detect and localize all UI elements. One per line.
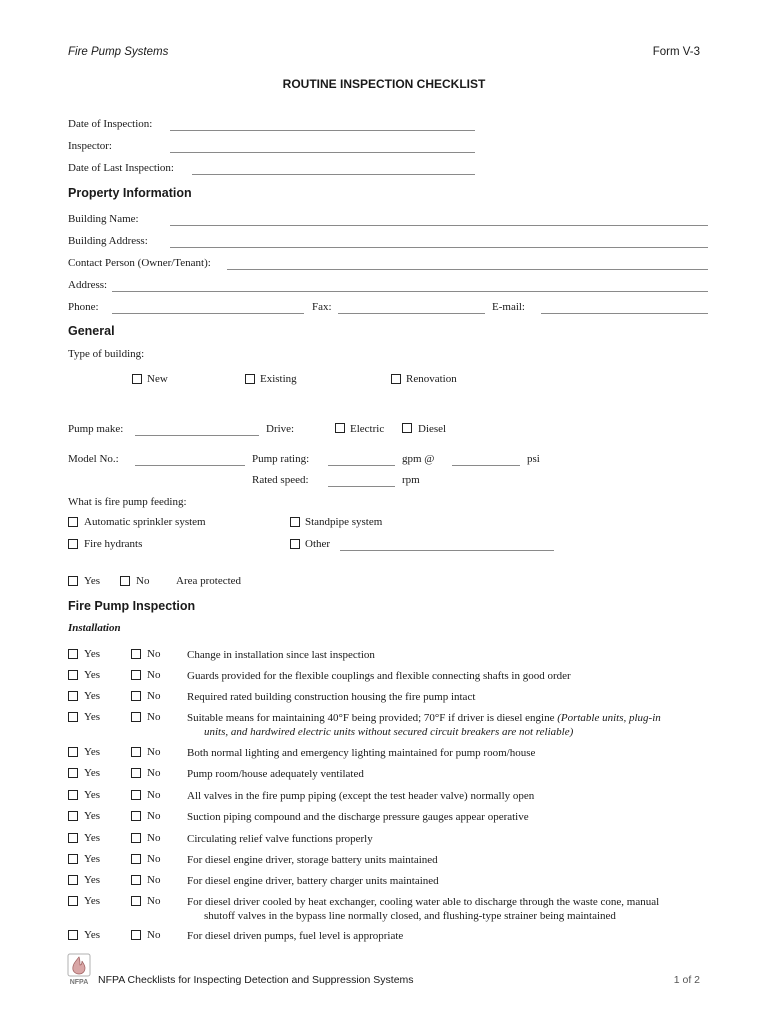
item-yes-checkbox[interactable] — [68, 833, 78, 843]
fire-pump-inspection-heading: Fire Pump Inspection — [68, 599, 196, 613]
item-yes-checkbox[interactable] — [68, 768, 78, 778]
item-no-label: No — [147, 789, 161, 801]
item-yes-checkbox[interactable] — [68, 811, 78, 821]
rated-speed-label: Rated speed: — [252, 474, 309, 486]
pump-rating-label: Pump rating: — [252, 453, 310, 465]
type-new-checkbox[interactable] — [132, 374, 142, 384]
item-yes-label: Yes — [84, 895, 101, 907]
item-yes-label: Yes — [84, 929, 101, 941]
checklist-item-main: Suction piping compound and the discharge pressure gauges appear operative — [187, 811, 529, 823]
item-no-checkbox[interactable] — [131, 833, 141, 843]
area-no-checkbox[interactable] — [120, 576, 130, 586]
document-header-left: Fire Pump Systems — [68, 46, 169, 58]
checklist-item-main: Circulating relief valve functions properly — [187, 833, 373, 845]
fax-field[interactable] — [338, 313, 485, 314]
checklist-item-text — [187, 767, 687, 781]
item-yes-label: Yes — [84, 853, 101, 865]
phone-label: Phone: — [68, 301, 99, 313]
contact-person-field[interactable] — [227, 269, 708, 270]
item-no-label: No — [147, 810, 161, 822]
item-yes-label: Yes — [84, 690, 101, 702]
checklist-item-continuation: units, and hardwired electric units without secured circuit breakers are not reliable) — [204, 726, 574, 738]
property-information-heading: Property Information — [68, 186, 192, 200]
checklist-item-text — [187, 929, 687, 943]
date-of-last-inspection-label: Date of Last Inspection: — [68, 162, 174, 174]
item-no-checkbox[interactable] — [131, 649, 141, 659]
general-heading: General — [68, 324, 115, 338]
drive-electric-checkbox[interactable] — [335, 423, 345, 433]
item-no-label: No — [147, 853, 161, 865]
item-yes-checkbox[interactable] — [68, 649, 78, 659]
item-no-checkbox[interactable] — [131, 930, 141, 940]
item-yes-checkbox[interactable] — [68, 790, 78, 800]
drive-diesel-checkbox[interactable] — [402, 423, 412, 433]
standpipe-label: Standpipe system — [305, 516, 383, 528]
fax-label: Fax: — [312, 301, 332, 313]
item-yes-label: Yes — [84, 711, 101, 723]
item-no-checkbox[interactable] — [131, 875, 141, 885]
item-no-label: No — [147, 895, 161, 907]
fire-pump-feeding-label: What is fire pump feeding: — [68, 496, 187, 508]
building-address-label: Building Address: — [68, 235, 148, 247]
checklist-item-main: Pump room/house adequately ventilated — [187, 768, 364, 780]
checklist-item-text — [187, 711, 687, 739]
checklist-item-text — [187, 690, 687, 704]
type-existing-label: Existing — [260, 373, 297, 385]
item-yes-checkbox[interactable] — [68, 747, 78, 757]
type-existing-checkbox[interactable] — [245, 374, 255, 384]
checklist-item-text — [187, 810, 687, 824]
model-no-field[interactable] — [135, 465, 245, 466]
item-yes-checkbox[interactable] — [68, 930, 78, 940]
checklist-item-text — [187, 895, 687, 923]
item-yes-label: Yes — [84, 874, 101, 886]
item-yes-label: Yes — [84, 789, 101, 801]
item-yes-checkbox[interactable] — [68, 712, 78, 722]
type-new-label: New — [147, 373, 168, 385]
fire-hydrants-checkbox[interactable] — [68, 539, 78, 549]
automatic-sprinkler-checkbox[interactable] — [68, 517, 78, 527]
item-yes-checkbox[interactable] — [68, 670, 78, 680]
email-field[interactable] — [541, 313, 708, 314]
building-address-field[interactable] — [170, 247, 708, 248]
checklist-item-main: Required rated building construction housing the fire pump intact — [187, 691, 476, 703]
other-field[interactable] — [340, 550, 554, 551]
checklist-item-text — [187, 853, 687, 867]
other-label: Other — [305, 538, 331, 550]
item-yes-label: Yes — [84, 832, 101, 844]
gpm-label: gpm @ — [402, 453, 435, 465]
item-yes-label: Yes — [84, 746, 101, 758]
other-checkbox[interactable] — [290, 539, 300, 549]
inspector-field[interactable] — [170, 152, 475, 153]
checklist-item-note: (Portable units, plug-in — [557, 712, 661, 724]
checklist-item-text — [187, 669, 687, 683]
item-no-checkbox[interactable] — [131, 811, 141, 821]
pump-make-label: Pump make: — [68, 423, 124, 435]
date-of-inspection-label: Date of Inspection: — [68, 118, 153, 130]
item-no-label: No — [147, 874, 161, 886]
item-no-checkbox[interactable] — [131, 790, 141, 800]
item-no-checkbox[interactable] — [131, 896, 141, 906]
svg-text:NFPA: NFPA — [69, 979, 89, 985]
pump-make-field[interactable] — [135, 435, 259, 436]
item-no-label: No — [147, 690, 161, 702]
drive-diesel-label: Diesel — [418, 423, 447, 435]
item-yes-label: Yes — [84, 648, 101, 660]
type-renovation-checkbox[interactable] — [391, 374, 401, 384]
model-no-label: Model No.: — [68, 453, 119, 465]
checklist-item-continuation: shutoff valves in the bypass line normally closed, and flushing-type strainer being maintained — [204, 910, 616, 922]
rpm-label: rpm — [402, 474, 420, 486]
checklist-item-main: For diesel driven pumps, fuel level is appropriate — [187, 930, 404, 942]
checklist-item-main: Both normal lighting and emergency lighting maintained for pump room/house — [187, 747, 536, 759]
date-of-last-inspection-field[interactable] — [192, 174, 475, 175]
checklist-item-text — [187, 832, 687, 846]
rated-speed-field[interactable] — [328, 486, 395, 487]
item-no-checkbox[interactable] — [131, 712, 141, 722]
checklist-item-main: Change in installation since last inspection — [187, 649, 375, 661]
item-no-label: No — [147, 832, 161, 844]
checklist-item-main: For diesel driver cooled by heat exchanger, cooling water able to discharge through the waste cone, manual — [187, 896, 660, 908]
item-yes-label: Yes — [84, 669, 101, 681]
footer-text: NFPA Checklists for Inspecting Detection and Suppression Systems — [98, 974, 414, 986]
item-no-label: No — [147, 929, 161, 941]
phone-field[interactable] — [112, 313, 304, 314]
item-no-label: No — [147, 746, 161, 758]
checklist-item-text — [187, 648, 687, 662]
item-no-label: No — [147, 648, 161, 660]
checklist-item-main: For diesel engine driver, storage battery units maintained — [187, 854, 438, 866]
item-no-label: No — [147, 767, 161, 779]
page-number: 1 of 2 — [673, 974, 700, 986]
item-yes-checkbox[interactable] — [68, 691, 78, 701]
automatic-sprinkler-label: Automatic sprinkler system — [84, 516, 206, 528]
pump-rating-gpm-field[interactable] — [328, 465, 395, 466]
item-no-checkbox[interactable] — [131, 768, 141, 778]
address-label: Address: — [68, 279, 108, 291]
installation-subheading: Installation — [68, 622, 121, 634]
item-yes-checkbox[interactable] — [68, 875, 78, 885]
checklist-item-main: For diesel engine driver, battery charger units maintained — [187, 875, 439, 887]
checklist-item-main: All valves in the fire pump piping (except the test header valve) normally open — [187, 790, 535, 802]
checklist-item-text — [187, 746, 687, 760]
area-yes-checkbox[interactable] — [68, 576, 78, 586]
form-number: Form V-3 — [652, 46, 700, 58]
contact-person-label: Contact Person (Owner/Tenant): — [68, 257, 211, 269]
email-label: E-mail: — [492, 301, 525, 313]
type-of-building-label: Type of building: — [68, 348, 145, 360]
drive-electric-label: Electric — [350, 423, 385, 435]
pump-rating-psi-field[interactable] — [452, 465, 520, 466]
item-no-checkbox[interactable] — [131, 691, 141, 701]
psi-label: psi — [527, 453, 540, 465]
item-yes-checkbox[interactable] — [68, 896, 78, 906]
nfpa-logo — [66, 953, 94, 985]
drive-label: Drive: — [266, 423, 295, 435]
item-yes-label: Yes — [84, 767, 101, 779]
date-of-inspection-field[interactable] — [170, 130, 475, 131]
area-yes-label: Yes — [84, 575, 101, 587]
page-title: ROUTINE INSPECTION CHECKLIST — [282, 77, 486, 91]
standpipe-checkbox[interactable] — [290, 517, 300, 527]
building-name-label: Building Name: — [68, 213, 139, 225]
checklist-item-text — [187, 874, 687, 888]
address-field[interactable] — [112, 291, 708, 292]
building-name-field[interactable] — [170, 225, 708, 226]
type-renovation-label: Renovation — [406, 373, 457, 385]
item-no-checkbox[interactable] — [131, 854, 141, 864]
fire-hydrants-label: Fire hydrants — [84, 538, 143, 550]
inspector-label: Inspector: — [68, 140, 112, 152]
checklist-item-text — [187, 789, 687, 803]
item-no-label: No — [147, 669, 161, 681]
item-no-label: No — [147, 711, 161, 723]
item-no-checkbox[interactable] — [131, 670, 141, 680]
checklist-item-main: Suitable means for maintaining 40°F being provided; 70°F if driver is diesel engine — [187, 712, 558, 724]
area-protected-label: Area protected — [176, 575, 242, 587]
checklist-item-main: Guards provided for the flexible couplings and flexible connecting shafts in good order — [187, 670, 571, 682]
item-yes-checkbox[interactable] — [68, 854, 78, 864]
item-yes-label: Yes — [84, 810, 101, 822]
area-no-label: No — [136, 575, 150, 587]
item-no-checkbox[interactable] — [131, 747, 141, 757]
